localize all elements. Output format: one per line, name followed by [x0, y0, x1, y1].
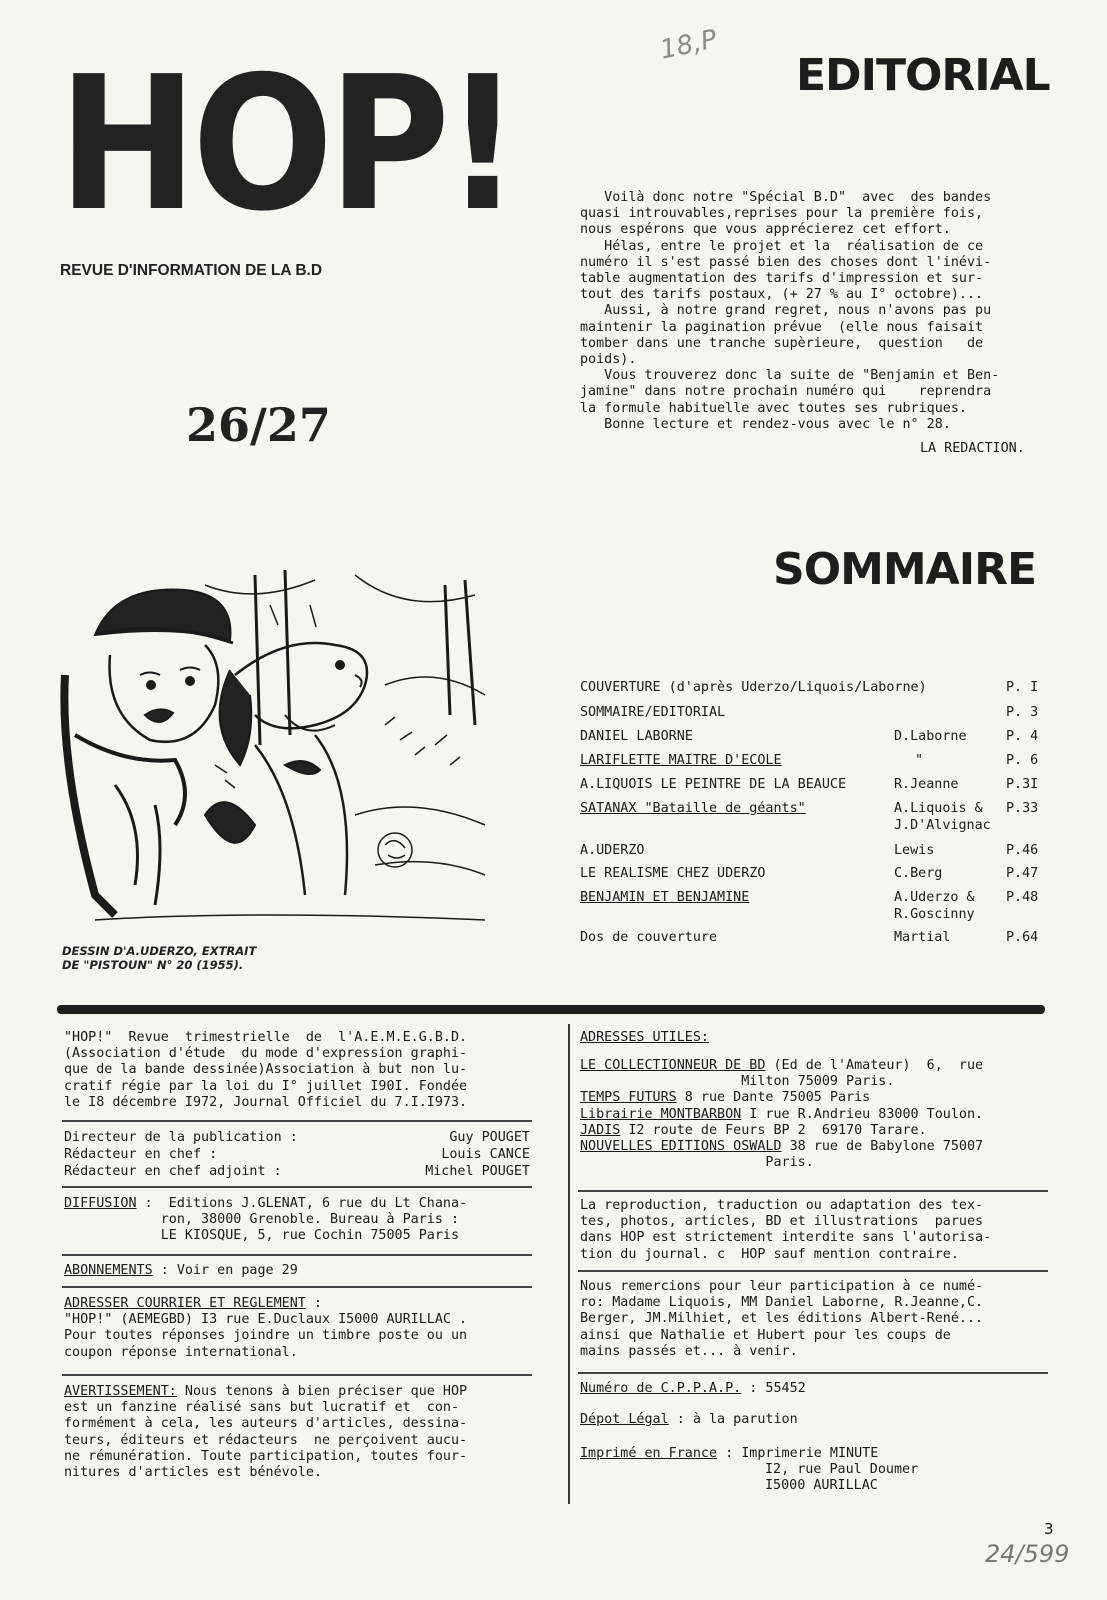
printer-address: I2, rue Paul Doumer I5000 AURILLAC [765, 1462, 919, 1494]
address-name: JADIS [580, 1122, 621, 1138]
association-line: "HOP!" Revue trimestrielle de l'A.E.M.E.G.B.D. [64, 1030, 468, 1045]
editorial-line: Bonne lecture et rendez-vous avec le n° 28. [580, 416, 951, 432]
rule [62, 1374, 532, 1376]
toc-author: A.Uderzo & [894, 890, 975, 905]
rule [578, 1270, 1048, 1272]
toc-item [580, 843, 1060, 865]
staff-role: Directeur de la publication : [64, 1130, 298, 1145]
toc-author-line2: J.D'Alvignac [894, 818, 991, 833]
imprime-info: Imprimé en France : Imprimerie MINUTE [580, 1446, 879, 1461]
address-detail: (Ed de l'Amateur) 6, rue [765, 1058, 984, 1073]
association-line: que de la bande dessinée)Association à but non lu- [64, 1062, 468, 1078]
toc-page: P.64 [1006, 930, 1039, 945]
toc-page: P. 4 [1006, 729, 1039, 744]
toc-title: LARIFLETTE MAITRE D'ECOLE [580, 753, 782, 768]
editorial-line: Voilà donc notre "Spécial B.D" avec des bandes [580, 190, 992, 205]
staff-row [64, 1130, 530, 1147]
rule [62, 1254, 532, 1256]
toc-item [580, 866, 1060, 888]
reproduction-line: tes, photos, articles, BD et illustrations parues [580, 1214, 984, 1230]
address-detail: Paris. [580, 1155, 814, 1171]
toc-author: R.Jeanne [894, 777, 959, 792]
address-line [580, 1155, 983, 1171]
staff-row [64, 1164, 530, 1181]
toc-page: P.33 [1006, 801, 1039, 816]
toc-author-line2: R.Goscinny [894, 907, 975, 922]
toc-item [580, 753, 1060, 775]
editorial-line: numéro il s'est passé bien des choses dont l'inévi- [580, 254, 992, 270]
toc-author: D.Laborne [894, 729, 967, 744]
hop-logo: HOP! [58, 36, 516, 252]
cppap-label: Numéro de C.P.P.A.P. [580, 1381, 742, 1396]
address-name: NOUVELLES EDITIONS OSWALD [580, 1139, 782, 1155]
editorial-line: la formule habituelle avec toutes ses rubriques. [580, 400, 967, 416]
thanks-line: ainsi que Nathalie et Hubert pour les coups de [580, 1327, 951, 1343]
address-detail: 38 rue de Babylone 75007 [781, 1139, 984, 1155]
address-line [580, 1107, 983, 1123]
toc-item [580, 729, 1060, 751]
address-detail: 8 rue Dante 75005 Paris [676, 1090, 871, 1106]
toc-page: P.47 [1006, 866, 1039, 881]
staff-credits [64, 1130, 530, 1181]
toc-author: Martial [894, 930, 951, 945]
illustration-caption: DESSIN D'A.UDERZO, EXTRAIT DE "PISTOUN" N° 20 (1955). [62, 944, 257, 972]
toc-item [580, 777, 1060, 799]
thanks-line: Nous remercions pour leur participation à ce numé- [580, 1279, 984, 1294]
editorial-line: Aussi, à notre grand regret, nous n'avons pas pu [580, 303, 992, 319]
toc-author: " [915, 753, 924, 768]
staff-name: Guy POUGET [449, 1130, 530, 1145]
editorial-line: Hélas, entre le projet et la réalisation de ce [580, 238, 984, 254]
depot-label: Dépot Légal [580, 1412, 669, 1427]
imprime-label: Imprimé en France [580, 1446, 718, 1461]
address-name: TEMPS FUTURS [580, 1090, 677, 1106]
toc-title: LE REALISME CHEZ UDERZO [580, 866, 766, 881]
reproduction-line: tion du journal. c HOP sauf mention contraire. [580, 1246, 959, 1262]
toc-page: P. I [1006, 680, 1039, 695]
depot-info: Dépot Légal : à la parution [580, 1412, 798, 1427]
diffusion-label: DIFFUSION [64, 1196, 137, 1211]
association-line: le I8 décembre I972, Journal Officiel du 7.I.I973. [64, 1094, 468, 1110]
editorial-title: EDITORIAL [796, 50, 1050, 101]
toc-item [580, 705, 1060, 727]
avertissement-label: AVERTISSEMENT: [64, 1384, 177, 1399]
toc-title: SATANAX "Bataille de géants" [580, 801, 806, 816]
editorial-signature: LA REDACTION. [920, 441, 1025, 456]
thanks-notice [580, 1279, 983, 1360]
association-line: (Association d'étude du mode d'expression graphi- [64, 1046, 468, 1062]
sommaire-title: SOMMAIRE [773, 544, 1037, 595]
staff-role: Rédacteur en chef adjoint : [64, 1164, 282, 1179]
handwritten-note: 18,P [657, 24, 720, 66]
reproduction-notice [580, 1198, 991, 1263]
editorial-line: maintenir la pagination prévue (elle nous faisait [580, 319, 984, 335]
toc-item [580, 680, 1060, 702]
address-name: LE COLLECTIONNEUR DE BD [580, 1058, 766, 1073]
editorial-line: quasi introuvables,reprises pour la première fois, [580, 206, 984, 222]
toc-page: P. 3 [1006, 705, 1039, 720]
editorial-line: tomber dans une tranche supèrieure, question de [580, 335, 984, 351]
cppap-info: Numéro de C.P.P.A.P. : 55452 [580, 1381, 806, 1396]
abonnements-info: ABONNEMENTS : Voir en page 29 [64, 1263, 298, 1278]
toc-page: P. 6 [1006, 753, 1039, 768]
archive-note: 24/599 [985, 1540, 1070, 1568]
page-number: 3 [1044, 1520, 1054, 1538]
toc-item [580, 890, 1060, 922]
thanks-line: ro: Madame Liquois, MM Daniel Laborne, R.Jeanne,C. [580, 1295, 984, 1311]
editorial-line: Vous trouverez donc la suite de "Benjamin et Ben- [580, 368, 1000, 384]
uderzo-illustration [55, 565, 495, 930]
address-line [580, 1058, 983, 1074]
issue-number: 26/27 [186, 398, 331, 452]
address-detail: I rue R.Andrieu 83000 Toulon. [741, 1106, 984, 1122]
address-detail: I2 route de Feurs BP 2 69170 Tarare. [620, 1122, 927, 1138]
avertissement-info: AVERTISSEMENT: Nous tenons à bien préciser que HOP est un fanzine réalisé sans but lucratif et con- formément à cela, les auteurs d'articles, dessina- teurs, éditeurs et rédacteurs ne perçoivent aucu- ne rémunération. Toute participation, toutes four- nitures d'articles est bénévole. [64, 1384, 468, 1481]
toc-title: DANIEL LABORNE [580, 729, 693, 744]
address-line [580, 1123, 983, 1139]
toc-title: Dos de couverture [580, 930, 718, 945]
editorial-line: table augmentation des tarifs d'impression et sur- [580, 271, 984, 287]
toc-item [580, 930, 1060, 952]
toc-title: BENJAMIN ET BENJAMINE [580, 890, 750, 905]
toc-author: C.Berg [894, 866, 943, 881]
courrier-info: ADRESSER COURRIER ET REGLEMENT : "HOP!" (AEMEGBD) I3 rue E.Duclaux I5000 AURILLAC . Pour toutes réponses joindre un timbre poste ou un coupon réponse international. [64, 1296, 468, 1360]
toc-page: P.3I [1006, 777, 1039, 792]
toc-item [580, 801, 1060, 833]
column-divider [568, 1024, 570, 1504]
address-line [580, 1074, 983, 1090]
editorial-line: poids). [580, 352, 637, 368]
rule [578, 1372, 1048, 1374]
editorial-line: nous espérons que vous apprécierez cet effort. [580, 222, 951, 238]
editorial-body [580, 190, 999, 433]
staff-role: Rédacteur en chef : [64, 1147, 218, 1162]
editorial-line: jamine" dans notre prochain numéro qui reprendra [580, 384, 992, 400]
staff-name: Louis CANCE [441, 1147, 530, 1162]
illustration-drawing [55, 565, 495, 930]
reproduction-line: La reproduction, traduction ou adaptation des tex- [580, 1198, 984, 1213]
courrier-label: ADRESSER COURRIER ET REGLEMENT [64, 1296, 306, 1311]
thanks-line: mains passés et... à venir. [580, 1343, 798, 1359]
address-detail: Milton 75009 Paris. [580, 1074, 895, 1090]
association-info [64, 1030, 467, 1111]
address-line [580, 1090, 983, 1106]
toc-title: A.UDERZO [580, 843, 645, 858]
diffusion-info: DIFFUSION : Editions J.GLENAT, 6 rue du Lt Chana- ron, 38000 Grenoble. Bureau à Paris : LE KIOSQUE, 5, rue Cochin 75005 Paris [64, 1196, 468, 1244]
toc-page: P.46 [1006, 843, 1039, 858]
rule [578, 1190, 1048, 1192]
rule [62, 1186, 532, 1188]
editorial-line: tout des tarifs postaux, (+ 27 % au I° octobre)... [580, 287, 984, 303]
rule [62, 1120, 532, 1122]
section-separator [57, 1005, 1045, 1014]
reproduction-line: dans HOP est strictement interdite sans l'autorisa- [580, 1230, 992, 1246]
toc-author: Lewis [894, 843, 935, 858]
abonnements-label: ABONNEMENTS [64, 1263, 153, 1278]
toc-author: A.Liquois & [894, 801, 983, 816]
rule [62, 1286, 532, 1288]
thanks-line: Berger, JM.Milhiet, et les éditions Albert-René... [580, 1311, 984, 1327]
toc-title: A.LIQUOIS LE PEINTRE DE LA BEAUCE [580, 777, 847, 792]
address-list [580, 1058, 983, 1171]
address-name: Librairie MONTBARBON [580, 1106, 742, 1122]
magazine-subtitle: REVUE D'INFORMATION DE LA B.D [60, 262, 323, 279]
toc-page: P.48 [1006, 890, 1039, 905]
adresses-title: ADRESSES UTILES: [580, 1030, 709, 1045]
toc-title: COUVERTURE (d'après Uderzo/Liquois/Laborne) [580, 680, 927, 695]
staff-name: Michel POUGET [425, 1164, 530, 1179]
toc-title: SOMMAIRE/EDITORIAL [580, 705, 726, 720]
staff-row [64, 1147, 530, 1164]
association-line: cratif régie par la loi du I° juillet I90I. Fondée [64, 1078, 468, 1094]
address-line [580, 1139, 983, 1155]
